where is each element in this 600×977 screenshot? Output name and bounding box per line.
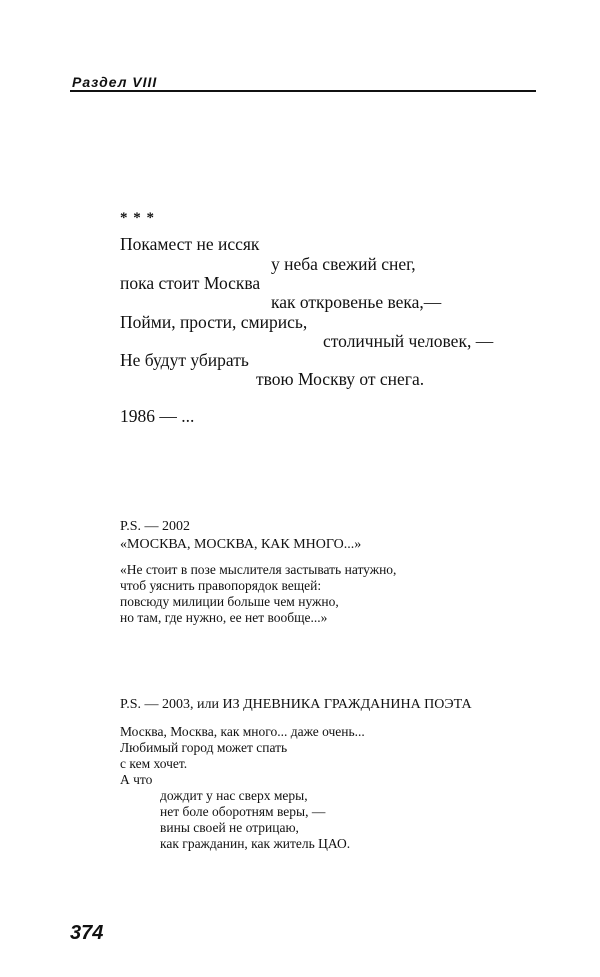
quote-line: чтоб уяснить правопорядок вещей: bbox=[120, 578, 322, 593]
diary-line: как гражданин, как житель ЦАО. bbox=[160, 836, 351, 851]
poem-line: у неба свежий снег, bbox=[271, 254, 416, 274]
poem-separator: * * * bbox=[120, 210, 155, 226]
diary-line: с кем хочет. bbox=[120, 756, 188, 771]
diary-line: А что bbox=[120, 772, 153, 787]
quote-line: повсюду милиции больше чем нужно, bbox=[120, 594, 339, 609]
diary-line: Любимый город может спать bbox=[120, 740, 288, 755]
diary-line: Москва, Москва, как много... даже очень... bbox=[120, 724, 365, 739]
poem-line: твою Москву от снега. bbox=[256, 369, 425, 389]
poem-line: как откровенье века,— bbox=[271, 292, 442, 312]
quote-line: «Не стоит в позе мыслителя застывать натужно, bbox=[120, 562, 397, 577]
page-number: 374 bbox=[70, 922, 104, 944]
ps-2003-heading: P.S. — 2003, или ИЗ ДНЕВНИКА ГРАЖДАНИНА ПОЭТА bbox=[120, 697, 472, 712]
ps-2002-heading: P.S. — 2002 bbox=[120, 519, 191, 534]
poem-line: Покамест не иссяк bbox=[120, 234, 260, 254]
diary-line: вины своей не отрицаю, bbox=[160, 820, 299, 835]
quote-line: но там, где нужно, ее нет вообще...» bbox=[120, 610, 328, 625]
diary-line: дождит у нас сверх меры, bbox=[160, 788, 308, 803]
poem-line: Не будут убирать bbox=[120, 350, 249, 370]
poem-date: 1986 — ... bbox=[120, 406, 195, 426]
ps-2002-title: «МОСКВА, МОСКВА, КАК МНОГО...» bbox=[120, 537, 362, 552]
header-divider bbox=[70, 90, 536, 92]
poem-line: пока стоит Москва bbox=[120, 273, 261, 293]
section-header: Раздел VIII bbox=[72, 74, 158, 90]
diary-line: нет боле оборотням веры, — bbox=[160, 804, 326, 819]
poem-line: Пойми, прости, смирись, bbox=[120, 312, 308, 332]
poem-line: столичный человек, — bbox=[323, 331, 494, 351]
